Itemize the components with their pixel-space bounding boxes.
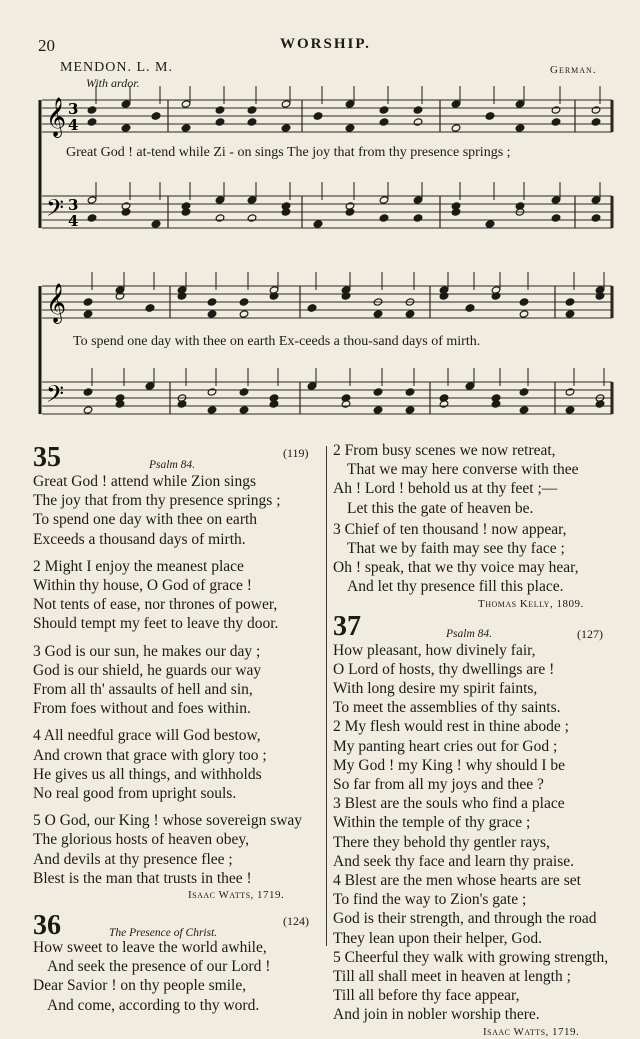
verse-line: O Lord of hosts, thy dwellings are !	[333, 660, 555, 678]
note-head	[405, 406, 415, 414]
verse-line: Till all shall meet in heaven at length ;	[333, 968, 571, 986]
verse-line: Should tempt my feet to leave thy door.	[33, 615, 279, 633]
right-column	[333, 441, 608, 1039]
lyric-line-1: Great God ! at-tend while Zi - on sings The joy that from thy presence springs ;	[66, 145, 511, 160]
verse-line: Dear Savior ! on thy people smile,	[33, 977, 247, 995]
verse-line: The joy that from thy presence springs ;	[33, 492, 281, 510]
hymn-author: Isaac Watts, 1719.	[483, 1025, 580, 1038]
hymn-source: Psalm 84.	[446, 627, 492, 640]
verse-line: So far from all my joys and thee ?	[333, 776, 544, 794]
note-head	[87, 118, 97, 126]
note-head	[413, 196, 423, 204]
verse-line: And seek thy face and learn thy praise.	[333, 852, 575, 870]
note-head	[565, 298, 575, 306]
note-head	[485, 112, 495, 120]
hymn-source: The Presence of Christ.	[109, 927, 218, 940]
hymn-number: 35	[33, 442, 61, 473]
verse-line: To find the way to Zion's gate ;	[333, 891, 527, 909]
verse-line: 4 All needful grace will God bestow,	[33, 727, 261, 745]
hymn-36-header	[33, 910, 309, 942]
verse-line: And devils at thy presence flee ;	[33, 850, 233, 868]
verse-line: God is our shield, he guards our way	[33, 661, 262, 679]
time-signature: 3	[68, 100, 79, 118]
note-head	[373, 310, 383, 318]
note-head	[345, 100, 355, 108]
note-head	[515, 124, 525, 132]
hymn-reference: (127)	[577, 626, 603, 641]
verse-line: Till all before thy face appear,	[333, 987, 520, 1005]
note-head	[239, 406, 249, 414]
verse-line: That we may here converse with thee	[347, 461, 579, 479]
note-head	[87, 214, 97, 222]
note-head	[145, 304, 155, 312]
note-head	[565, 388, 575, 396]
note-head	[413, 106, 423, 114]
note-head	[465, 382, 475, 390]
lyric-line-2: To spend one day with thee on earth Ex-ceeds a thou-sand days of mirth.	[73, 334, 481, 349]
note-head	[207, 310, 217, 318]
note-head	[379, 106, 389, 114]
note-head	[247, 106, 257, 114]
verse-line: With long desire my spirit faints,	[333, 680, 538, 698]
tune-name: MENDON. L. M.	[60, 60, 173, 75]
note-head	[215, 214, 225, 222]
verse-line: 3 God is our sun, he makes our day ;	[33, 642, 261, 660]
verse-line: 2 From busy scenes we now retreat,	[333, 442, 556, 459]
note-head	[181, 124, 191, 132]
verse-line: And come, according to thy word.	[47, 996, 260, 1014]
verse-line: And let thy presence fill this place.	[347, 578, 564, 596]
note-head	[215, 118, 225, 126]
note-head	[239, 298, 249, 306]
note-head	[151, 220, 161, 228]
verse-line: 2 Might I enjoy the meanest place	[33, 557, 244, 575]
note-head	[413, 118, 423, 126]
music-score	[0, 0, 640, 430]
hymn-reference: (119)	[283, 446, 309, 460]
hymn-number: 37	[333, 610, 361, 642]
verse-line: 5 O God, our King ! whose sovereign sway	[33, 812, 303, 830]
verse-line: From foes without and foes within.	[33, 700, 251, 718]
verse-line: Exceeds a thousand days of mirth.	[33, 530, 246, 548]
note-head	[565, 310, 575, 318]
note-head	[145, 382, 155, 390]
note-head	[215, 196, 225, 204]
verse-line: My panting heart cries out for God ;	[333, 737, 558, 755]
note-head	[591, 106, 601, 114]
verse-line: Within thy house, O God of grace !	[33, 577, 252, 595]
note-head	[379, 214, 389, 222]
note-head	[313, 112, 323, 120]
note-head	[465, 304, 475, 312]
verse-line: 5 Cheerful they walk with growing strength,	[333, 948, 609, 966]
page-number: 20	[38, 36, 55, 55]
verse-line: God is their strength, and through the road	[333, 910, 597, 928]
verse-line: 2 My flesh would rest in thine abode ;	[333, 718, 569, 736]
note-head	[591, 214, 601, 222]
hymn-37-header	[333, 610, 608, 642]
hymn-source: Psalm 84.	[149, 459, 195, 471]
note-head	[121, 100, 131, 108]
tune-composer: German.	[550, 64, 597, 76]
verse-line: Ah ! Lord ! behold us at thy feet ;—	[333, 480, 558, 498]
note-head	[121, 124, 131, 132]
note-head	[247, 196, 257, 204]
verse-line: And join in nobler worship there.	[333, 1006, 540, 1024]
left-column	[33, 442, 309, 1015]
verse-line: And seek the presence of our Lord !	[47, 958, 271, 976]
note-head	[551, 196, 561, 204]
verse-line: To spend one day with thee on earth	[33, 511, 258, 529]
note-head	[239, 310, 249, 318]
note-head	[413, 214, 423, 222]
note-head	[551, 118, 561, 126]
note-head	[215, 106, 225, 114]
note-head	[87, 196, 97, 204]
note-head	[519, 388, 529, 396]
bass-clef: 𝄢	[46, 380, 65, 413]
note-head	[239, 388, 249, 396]
verse-line: Great God ! attend while Zion sings	[33, 473, 256, 490]
verse-line: Blest is the man that trusts in thee !	[33, 869, 252, 887]
note-head	[379, 118, 389, 126]
note-head	[281, 100, 291, 108]
note-head	[519, 406, 529, 414]
verse-line: 3 Chief of ten thousand ! now appear,	[333, 520, 567, 538]
note-head	[373, 388, 383, 396]
verse-line: To meet the assemblies of thy saints.	[333, 699, 561, 717]
treble-clef: 𝄞	[46, 283, 67, 323]
note-head	[313, 220, 323, 228]
note-head	[451, 100, 461, 108]
note-head	[565, 406, 575, 414]
time-signature: 3	[68, 196, 79, 214]
note-head	[373, 406, 383, 414]
note-head	[591, 196, 601, 204]
note-head	[519, 298, 529, 306]
verse-line: Oh ! speak, that we thy voice may hear,	[333, 559, 579, 577]
note-head	[83, 310, 93, 318]
note-head	[181, 100, 191, 108]
note-head	[307, 304, 317, 312]
verse-line: The glorious hosts of heaven obey,	[33, 831, 249, 849]
verse-line: From all th' assaults of hell and sin,	[33, 681, 253, 699]
note-head	[207, 388, 217, 396]
note-head	[281, 124, 291, 132]
running-head: WORSHIP.	[280, 36, 371, 52]
verse-line: Within the temple of thy grace ;	[333, 814, 531, 832]
note-head	[247, 118, 257, 126]
verse-line: Not tents of ease, nor thrones of power,	[33, 596, 278, 614]
verse-line: They lean upon their helper, God.	[333, 929, 542, 947]
verse-line: 3 Blest are the souls who find a place	[333, 795, 565, 813]
hymn-reference: (124)	[283, 914, 309, 929]
note-head	[87, 106, 97, 114]
verse-line: How pleasant, how divinely fair,	[333, 641, 536, 659]
note-head	[405, 388, 415, 396]
note-head	[83, 406, 93, 414]
verse-line: 4 Blest are the men whose hearts are set	[333, 872, 581, 890]
bass-clef: 𝄢	[46, 194, 65, 227]
time-signature: 4	[68, 116, 79, 134]
hymn-number: 36	[33, 910, 61, 942]
verse-line: There they behold thy gentler rays,	[333, 833, 550, 851]
note-head	[83, 298, 93, 306]
note-head	[207, 406, 217, 414]
note-head	[405, 310, 415, 318]
treble-clef: 𝄞	[46, 97, 67, 137]
note-head	[451, 124, 461, 132]
note-head	[519, 310, 529, 318]
note-head	[515, 100, 525, 108]
verse-line: How sweet to leave the world awhile,	[33, 939, 267, 957]
note-head	[591, 118, 601, 126]
time-signature: 4	[68, 212, 79, 230]
verse-line: No real good from upright souls.	[33, 785, 237, 803]
column-divider	[326, 446, 327, 946]
hymn-author: Isaac Watts, 1719.	[188, 889, 285, 902]
note-head	[379, 196, 389, 204]
note-head	[345, 124, 355, 132]
tempo-marking: With ardor.	[86, 76, 140, 90]
note-head	[247, 214, 257, 222]
note-head	[551, 214, 561, 222]
note-head	[207, 298, 217, 306]
verse-line: Let this the gate of heaven be.	[347, 499, 534, 517]
verse-line: And crown that grace with glory too ;	[33, 746, 267, 764]
verse-line: That we by faith may see thy face ;	[347, 540, 565, 558]
verse-line: My God ! my King ! why should I be	[333, 756, 566, 774]
note-head	[83, 388, 93, 396]
note-head	[551, 106, 561, 114]
verse-line: He gives us all things, and withholds	[33, 765, 262, 783]
hymn-author: Thomas Kelly, 1809.	[478, 597, 584, 610]
hymn-35-header	[33, 442, 309, 473]
